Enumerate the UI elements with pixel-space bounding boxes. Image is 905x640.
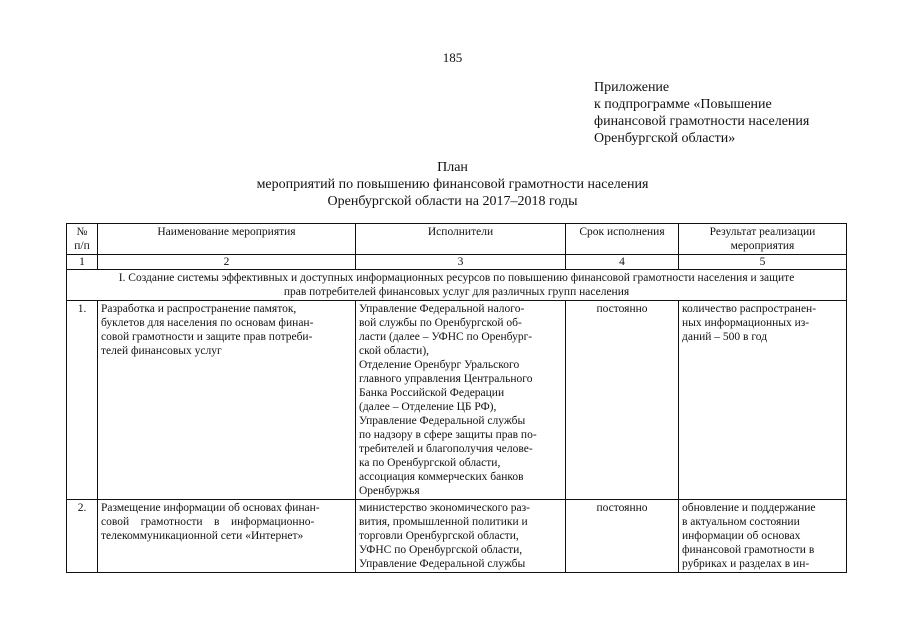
column-number: 2 [98,255,356,270]
header-result: Результат реализации мероприятия [679,224,847,255]
column-number: 4 [566,255,679,270]
column-number: 3 [356,255,566,270]
section-row [67,270,847,301]
plan-title-line: План [437,160,468,175]
appendix-note [594,79,884,147]
table-row [67,500,847,573]
page-number: 185 [442,50,463,65]
activity-name: Размещение информации об основах финан- совой грамотности в информационно- телекоммуникационной сети «Интернет» [98,500,356,573]
execution-term: постоянно [566,500,679,573]
header-executors: Исполнители [356,224,566,255]
appendix-line: Оренбургской области» [594,131,736,146]
appendix-line: финансовой грамотности населения [594,114,810,129]
executors: министерство экономического раз- вития, промышленной политики и торговли Оренбургской области, УФНС по Оренбургской области, Управление Федеральной службы [356,500,566,573]
section-heading: I. Создание системы эффективных и доступных информационных ресурсов по повышению финансовой грамотности населения и защите прав потребителей финансовых услуг для различных групп населения [67,270,847,301]
activity-name: Разработка и распространение памяток, буклетов для населения по основам финан- совой грамотности и защите прав потреби- телей финансовых услуг [98,301,356,500]
table-row [67,301,847,500]
plan-title [0,159,905,210]
header-name: Наименование мероприятия [98,224,356,255]
execution-term: постоянно [566,301,679,500]
header-num: № п/п [67,224,98,255]
column-number: 5 [679,255,847,270]
plan-table [66,223,847,573]
column-number: 1 [67,255,98,270]
appendix-line: Приложение [594,80,670,95]
executors: Управление Федеральной налого- вой службы по Оренбургской об- ласти (далее – УФНС по Оренбург- ской области), Отделение Оренбург Уральского главного управления Центрального Банка Российской Федерации (далее – Отделение ЦБ РФ), Управление Федеральной службы по надзору в сфере защиты прав по- требителей и благополучия челове- ка по Оренбургской области, ассоциация коммерческих банков Оренбуржья [356,301,566,500]
table-header-row [67,224,847,255]
row-number: 1. [67,301,98,500]
plan-title-line: Оренбургской области на 2017–2018 годы [327,194,578,209]
result: количество распространен- ных информационных из- даний – 500 в год [679,301,847,500]
row-number: 2. [67,500,98,573]
appendix-line: к подпрограмме «Повышение [594,97,772,112]
column-numbers-row [67,255,847,270]
result: обновление и поддержание в актуальном состоянии информации об основах финансовой грамотности в рубриках и разделах в ин- [679,500,847,573]
plan-title-line: мероприятий по повышению финансовой грамотности населения [256,177,649,192]
header-term: Срок исполнения [566,224,679,255]
